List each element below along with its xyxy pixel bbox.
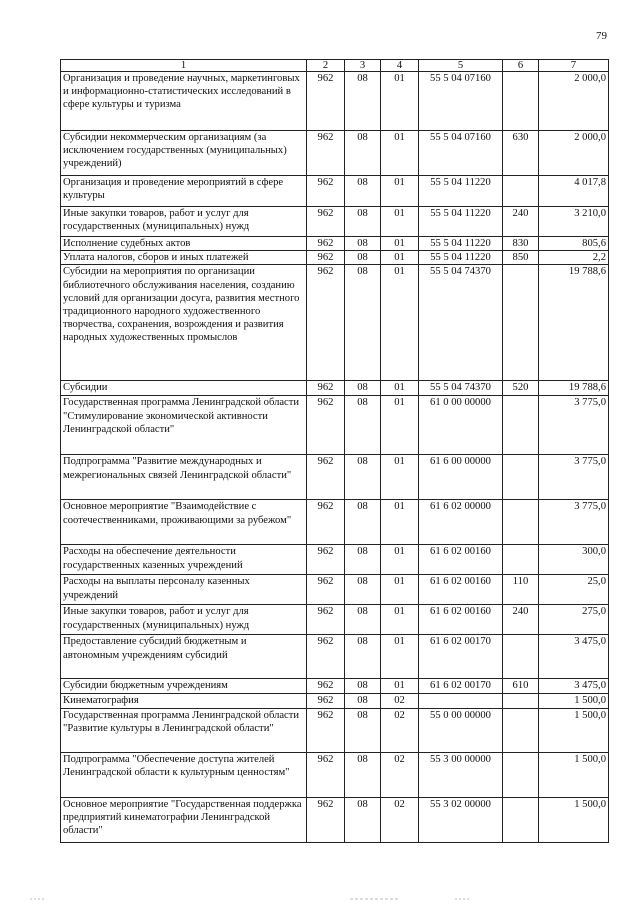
row-expense-type: 240 xyxy=(503,207,539,237)
row-amount: 1 500,0 xyxy=(539,708,609,752)
row-admin-code: 962 xyxy=(307,708,345,752)
row-admin-code: 962 xyxy=(307,396,345,455)
row-expense-type xyxy=(503,708,539,752)
row-subsection: 01 xyxy=(381,575,419,605)
row-expense-type: 850 xyxy=(503,251,539,265)
row-subsection: 01 xyxy=(381,265,419,381)
row-admin-code: 962 xyxy=(307,265,345,381)
row-name: Подпрограмма "Развитие международных и межрегиональных связей Ленинградской области" xyxy=(61,455,307,500)
table-body xyxy=(61,72,609,843)
row-section: 08 xyxy=(345,265,381,381)
row-subsection: 02 xyxy=(381,693,419,708)
row-amount: 805,6 xyxy=(539,237,609,251)
row-name: Организация и проведение научных, маркетинговых и информационно-статистических исследований в сфере культуры и туризма xyxy=(61,72,307,131)
table-row xyxy=(61,635,609,679)
row-expense-type xyxy=(503,265,539,381)
page-number: 79 xyxy=(596,30,607,42)
row-name: Организация и проведение мероприятий в сфере культуры xyxy=(61,176,307,207)
row-amount: 3 210,0 xyxy=(539,207,609,237)
table-row xyxy=(61,265,609,381)
row-name: Государственная программа Ленинградской области "Развитие культуры в Ленинградской области" xyxy=(61,708,307,752)
row-target-code: 55 5 04 11220 xyxy=(419,237,503,251)
row-section: 08 xyxy=(345,605,381,635)
row-section: 08 xyxy=(345,797,381,842)
header-row xyxy=(61,60,609,72)
row-section: 08 xyxy=(345,72,381,131)
row-amount: 3 775,0 xyxy=(539,500,609,545)
row-name: Кинематография xyxy=(61,693,307,708)
row-expense-type: 240 xyxy=(503,605,539,635)
table-row xyxy=(61,575,609,605)
row-section: 08 xyxy=(345,708,381,752)
row-target-code: 61 6 02 00160 xyxy=(419,545,503,575)
table-row xyxy=(61,176,609,207)
column-header: 3 xyxy=(345,60,381,72)
row-target-code: 55 5 04 11220 xyxy=(419,176,503,207)
row-target-code: 55 5 04 74370 xyxy=(419,265,503,381)
row-admin-code: 962 xyxy=(307,237,345,251)
row-expense-type xyxy=(503,635,539,679)
row-amount: 2 000,0 xyxy=(539,131,609,176)
row-admin-code: 962 xyxy=(307,176,345,207)
row-amount: 3 775,0 xyxy=(539,396,609,455)
row-amount: 2 000,0 xyxy=(539,72,609,131)
column-header: 1 xyxy=(61,60,307,72)
row-expense-type: 610 xyxy=(503,679,539,693)
row-expense-type: 520 xyxy=(503,381,539,396)
table-row xyxy=(61,752,609,797)
row-admin-code: 962 xyxy=(307,251,345,265)
row-subsection: 01 xyxy=(381,635,419,679)
row-section: 08 xyxy=(345,237,381,251)
row-admin-code: 962 xyxy=(307,131,345,176)
table-row xyxy=(61,237,609,251)
row-amount: 25,0 xyxy=(539,575,609,605)
row-amount: 3 475,0 xyxy=(539,635,609,679)
row-section: 08 xyxy=(345,396,381,455)
row-target-code: 55 5 04 07160 xyxy=(419,131,503,176)
table-row xyxy=(61,455,609,500)
row-expense-type xyxy=(503,545,539,575)
row-subsection: 01 xyxy=(381,251,419,265)
row-target-code: 55 3 00 00000 xyxy=(419,752,503,797)
row-subsection: 01 xyxy=(381,500,419,545)
row-subsection: 02 xyxy=(381,752,419,797)
row-amount: 1 500,0 xyxy=(539,752,609,797)
row-expense-type xyxy=(503,797,539,842)
row-admin-code: 962 xyxy=(307,545,345,575)
table-row xyxy=(61,679,609,693)
row-expense-type xyxy=(503,500,539,545)
column-header: 5 xyxy=(419,60,503,72)
row-expense-type: 110 xyxy=(503,575,539,605)
row-target-code: 61 6 00 00000 xyxy=(419,455,503,500)
row-expense-type xyxy=(503,396,539,455)
row-target-code: 55 5 04 07160 xyxy=(419,72,503,131)
row-section: 08 xyxy=(345,131,381,176)
row-name: Основное мероприятие "Государственная поддержка предприятий кинематографии Ленинградской области" xyxy=(61,797,307,842)
row-section: 08 xyxy=(345,176,381,207)
row-target-code: 61 0 00 00000 xyxy=(419,396,503,455)
row-target-code xyxy=(419,693,503,708)
column-header: 6 xyxy=(503,60,539,72)
column-header: 4 xyxy=(381,60,419,72)
row-admin-code: 962 xyxy=(307,207,345,237)
row-name: Предоставление субсидий бюджетным и автономным учреждениям субсидий xyxy=(61,635,307,679)
row-subsection: 01 xyxy=(381,207,419,237)
row-name: Субсидии xyxy=(61,381,307,396)
row-name: Субсидии бюджетным учреждениям xyxy=(61,679,307,693)
table-row xyxy=(61,545,609,575)
row-subsection: 01 xyxy=(381,131,419,176)
row-subsection: 01 xyxy=(381,396,419,455)
row-name: Расходы на выплаты персоналу казенных учреждений xyxy=(61,575,307,605)
column-header: 7 xyxy=(539,60,609,72)
row-subsection: 01 xyxy=(381,381,419,396)
row-admin-code: 962 xyxy=(307,605,345,635)
row-name: Иные закупки товаров, работ и услуг для государственных (муниципальных) нужд xyxy=(61,207,307,237)
row-section: 08 xyxy=(345,207,381,237)
row-admin-code: 962 xyxy=(307,381,345,396)
table-row xyxy=(61,381,609,396)
row-amount: 3 475,0 xyxy=(539,679,609,693)
row-subsection: 01 xyxy=(381,455,419,500)
row-target-code: 55 3 02 00000 xyxy=(419,797,503,842)
row-admin-code: 962 xyxy=(307,72,345,131)
row-admin-code: 962 xyxy=(307,500,345,545)
row-admin-code: 962 xyxy=(307,635,345,679)
row-subsection: 01 xyxy=(381,176,419,207)
row-target-code: 55 0 00 00000 xyxy=(419,708,503,752)
row-section: 08 xyxy=(345,381,381,396)
row-amount: 4 017,8 xyxy=(539,176,609,207)
row-amount: 19 788,6 xyxy=(539,381,609,396)
scan-edge-marks xyxy=(0,896,640,902)
row-amount: 1 500,0 xyxy=(539,693,609,708)
row-subsection: 01 xyxy=(381,605,419,635)
row-target-code: 61 6 02 00170 xyxy=(419,679,503,693)
row-target-code: 55 5 04 74370 xyxy=(419,381,503,396)
row-section: 08 xyxy=(345,500,381,545)
row-target-code: 61 6 02 00160 xyxy=(419,575,503,605)
table-row xyxy=(61,396,609,455)
row-target-code: 61 6 02 00000 xyxy=(419,500,503,545)
row-expense-type xyxy=(503,176,539,207)
row-target-code: 61 6 02 00160 xyxy=(419,605,503,635)
row-admin-code: 962 xyxy=(307,679,345,693)
row-expense-type xyxy=(503,455,539,500)
row-section: 08 xyxy=(345,251,381,265)
row-section: 08 xyxy=(345,575,381,605)
table-row xyxy=(61,708,609,752)
row-target-code: 55 5 04 11220 xyxy=(419,207,503,237)
table-row xyxy=(61,500,609,545)
row-amount: 275,0 xyxy=(539,605,609,635)
row-section: 08 xyxy=(345,455,381,500)
row-name: Уплата налогов, сборов и иных платежей xyxy=(61,251,307,265)
row-section: 08 xyxy=(345,752,381,797)
row-admin-code: 962 xyxy=(307,455,345,500)
row-name: Субсидии на мероприятия по организации библиотечного обслуживания населения, созданию условий для организации досуга, развития местного традиционного народного художественного творчества, сохранения, возрождения и развития народных художественных промыслов xyxy=(61,265,307,381)
row-section: 08 xyxy=(345,693,381,708)
row-amount: 3 775,0 xyxy=(539,455,609,500)
row-subsection: 01 xyxy=(381,237,419,251)
row-subsection: 02 xyxy=(381,708,419,752)
table-row xyxy=(61,693,609,708)
row-target-code: 61 6 02 00170 xyxy=(419,635,503,679)
row-section: 08 xyxy=(345,679,381,693)
row-section: 08 xyxy=(345,635,381,679)
table-row xyxy=(61,207,609,237)
row-section: 08 xyxy=(345,545,381,575)
row-name: Расходы на обеспечение деятельности государственных казенных учреждений xyxy=(61,545,307,575)
row-expense-type xyxy=(503,693,539,708)
row-name: Иные закупки товаров, работ и услуг для государственных (муниципальных) нужд xyxy=(61,605,307,635)
table-row xyxy=(61,251,609,265)
table-row xyxy=(61,131,609,176)
column-header: 2 xyxy=(307,60,345,72)
row-subsection: 02 xyxy=(381,797,419,842)
row-name: Основное мероприятие "Взаимодействие с соотечественниками, проживающими за рубежом" xyxy=(61,500,307,545)
row-amount: 19 788,6 xyxy=(539,265,609,381)
row-expense-type xyxy=(503,752,539,797)
row-amount: 2,2 xyxy=(539,251,609,265)
budget-table xyxy=(60,59,609,843)
row-subsection: 01 xyxy=(381,72,419,131)
table-row xyxy=(61,72,609,131)
row-admin-code: 962 xyxy=(307,693,345,708)
row-subsection: 01 xyxy=(381,545,419,575)
row-expense-type: 830 xyxy=(503,237,539,251)
row-subsection: 01 xyxy=(381,679,419,693)
row-amount: 300,0 xyxy=(539,545,609,575)
row-target-code: 55 5 04 11220 xyxy=(419,251,503,265)
row-name: Подпрограмма "Обеспечение доступа жителей Ленинградской области к культурным ценностям" xyxy=(61,752,307,797)
row-admin-code: 962 xyxy=(307,575,345,605)
table-row xyxy=(61,797,609,842)
row-name: Государственная программа Ленинградской области "Стимулирование экономической активности Ленинградской области" xyxy=(61,396,307,455)
row-admin-code: 962 xyxy=(307,752,345,797)
row-name: Исполнение судебных актов xyxy=(61,237,307,251)
row-expense-type: 630 xyxy=(503,131,539,176)
row-amount: 1 500,0 xyxy=(539,797,609,842)
row-admin-code: 962 xyxy=(307,797,345,842)
row-expense-type xyxy=(503,72,539,131)
table-row xyxy=(61,605,609,635)
row-name: Субсидии некоммерческим организациям (за исключением государственных (муниципальных) учреждений) xyxy=(61,131,307,176)
